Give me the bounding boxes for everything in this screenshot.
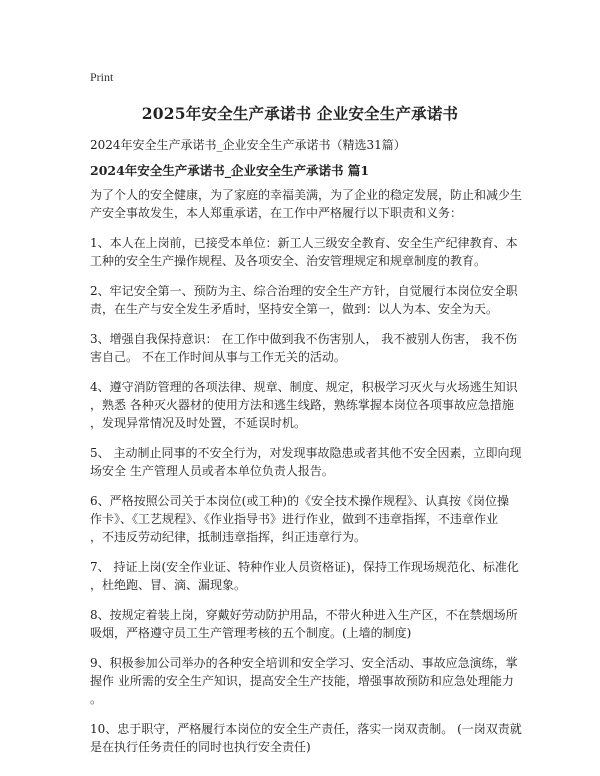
paragraph-line: 3、增强自我保持意识： 在工作中做到我不伤害别人， 我不被别人伤害， 我不伤 (90, 332, 518, 346)
paragraph-line: 握作 业所需的安全生产知识，提高安全生产技能，增强事故预防和应急处理能力 (90, 674, 514, 688)
paragraph (90, 330, 518, 366)
paragraph (90, 720, 522, 756)
paragraph-line: 6、严格按照公司关于本岗位(或工种)的《安全技术操作规程》、认真按《岗位操 (90, 494, 510, 508)
paragraph-line: ，不违反劳动纪律，抵制违章指挥，纠正违章行为。 (90, 530, 367, 544)
paragraph (90, 282, 518, 318)
paragraph (90, 186, 523, 222)
paragraph (90, 492, 514, 546)
paragraph-line: 为了个人的安全健康，为了家庭的幸福美满，为了企业的稳定发展，防止和减少生 (90, 188, 523, 202)
paragraph-line: 场安全 生产管理人员或者本单位负责人报告。 (90, 464, 334, 478)
paragraph-line: 。 (90, 692, 103, 706)
page-title: 2025年安全生产承诺书 企业安全生产承诺书 (141, 104, 459, 123)
print-link[interactable]: Print (90, 70, 114, 84)
paragraph-line: ，发现异常情况及时处置，不延误时机。 (90, 416, 307, 430)
paragraph-line: 是在执行任务责任的同时也执行安全责任) (90, 740, 311, 754)
paragraph-line: 责，在生产与安全发生矛盾时，坚持安全第一，做到：以人为本、安全为天。 (90, 302, 499, 316)
paragraph-line: 吸烟，严格遵守员工生产管理考核的五个制度。(上墙的制度) (90, 626, 412, 640)
document-body (90, 186, 523, 768)
paragraph-line: ，熟悉 各种灭火器材的使用方法和逃生线路，熟练掌握本岗位各项事故应急措施 (90, 398, 514, 412)
paragraph (90, 606, 518, 642)
paragraph-line: 害自己。 不在工作时间从事与工作无关的活动。 (90, 350, 346, 364)
paragraph-line: 4、遵守消防管理的各项法律、规章、制度、规定，积极学习灭火与火场逃生知识 (90, 380, 518, 394)
paragraph (90, 444, 522, 480)
document-subtitle: 2024年安全生产承诺书_企业安全生产承诺书（精选31篇） (90, 138, 406, 152)
section-heading: 2024年安全生产承诺书_企业安全生产承诺书 篇1 (90, 163, 370, 178)
paragraph (90, 378, 518, 432)
paragraph-line: 8、按规定着装上岗，穿戴好劳动防护用品，不带火种进入生产区，不在禁烟场所 (90, 608, 518, 622)
paragraph-line: 10、忠于职守，严格履行本岗位的安全生产责任，落实一岗双责制。 (一岗双责就 (90, 722, 522, 736)
paragraph-line: 2、牢记安全第一、预防为主、综合治理的安全生产方针，自觉履行本岗位安全职 (90, 284, 518, 298)
paragraph-line: 7、 持证上岗(安全作业证、特种作业人员资格证)，保持工作现场规范化、标准化 (90, 560, 519, 574)
paragraph (90, 558, 519, 594)
paragraph-line: 1、本人在上岗前，已接受本单位：新工人三级安全教育、安全生产纪律教育、本 (90, 236, 518, 250)
paragraph-line: 作卡》、《工艺规程》、《作业指导书》进行作业，做到不违章指挥，不违章作业 (90, 512, 499, 526)
paragraph-line: 工种的安全生产操作规程、及各项安全、治安管理规定和规章制度的教育。 (90, 254, 487, 268)
paragraph-line: ，杜绝跑、冒、滴、漏现象。 (90, 578, 247, 592)
paragraph (90, 234, 518, 270)
paragraph (90, 654, 518, 708)
paragraph-line: 9、积极参加公司举办的各种安全培训和安全学习、安全活动、事故应急演练，掌 (90, 656, 518, 670)
paragraph-line: 5、 主动制止同事的不安全行为，对发现事故隐患或者其他不安全因素，立即向现 (90, 446, 522, 460)
paragraph-line: 产安全事故发生，本人郑重承诺，在工作中严格履行以下职责和义务： (90, 206, 463, 220)
